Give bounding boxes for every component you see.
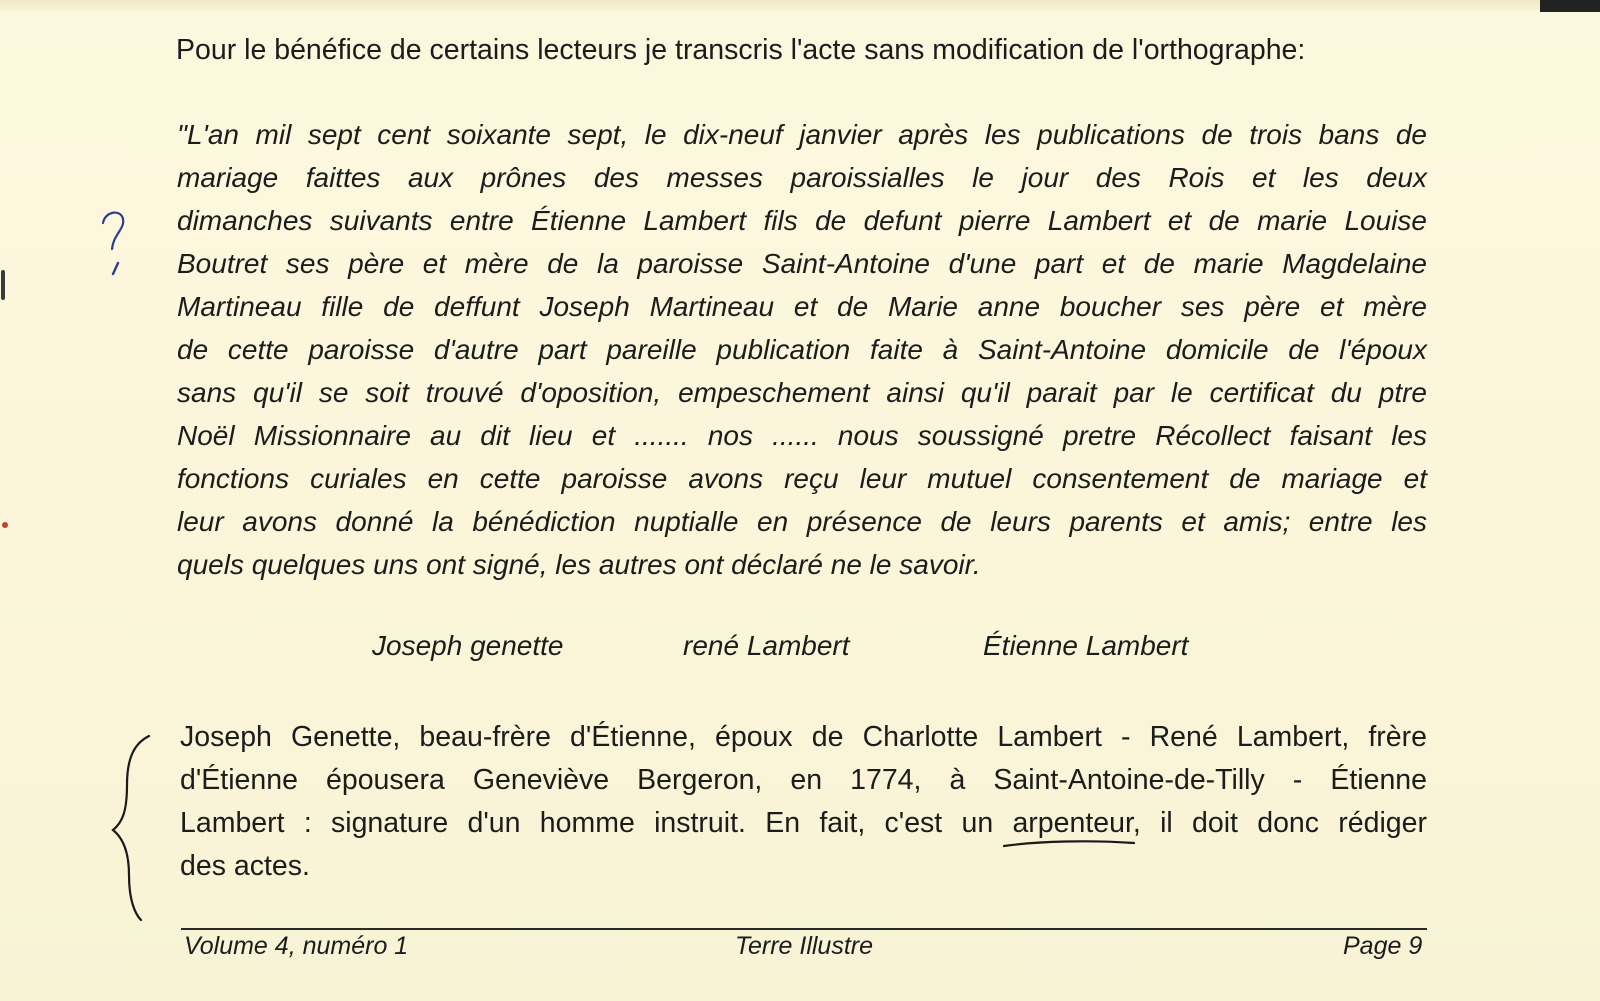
handwritten-brace-icon [105,730,155,925]
quote-line: dimanches suivants entre Étienne Lambert fils de defunt pierre Lambert et de marie Louise [177,205,1427,236]
quote-line: mariage faittes aux prônes des messes paroissialles le jour des Rois et les deux [177,162,1427,193]
note-line: des actes. [180,850,310,882]
quoted-act [177,113,1427,586]
note-line: Lambert : signature d'un homme instruit. En fait, c'est un arpenteur, il doit donc rédiger [180,807,1427,839]
handwritten-underline-icon [1000,836,1140,852]
quote-line: quels quelques uns ont signé, les autres ont déclaré ne le savoir. [177,549,981,580]
note-line: Joseph Genette, beau-frère d'Étienne, époux de Charlotte Lambert - René Lambert, frère [180,721,1427,753]
footer-page-number: Page 9 [1343,932,1423,960]
quote-line: Noël Missionnaire au dit lieu et ....... nos ...... nous soussigné pretre Récollect faisant les [177,420,1427,451]
quote-line: Boutret ses père et mère de la paroisse Saint-Antoine d'une part et de marie Magdelaine [177,248,1427,279]
intro-paragraph: Pour le bénéfice de certains lecteurs je transcris l'acte sans modification de l'orthographe: [176,34,1306,66]
signature-joseph-genette: Joseph genette [372,630,564,661]
edge-mark [2,522,8,528]
quote-line: Martineau fille de deffunt Joseph Martineau et de Marie anne boucher ses père et mère [177,291,1427,322]
quote-line: fonctions curiales en cette paroisse avons reçu leur mutuel consentement de mariage et [177,463,1427,494]
note-line: d'Étienne épousera Geneviève Bergeron, en 1774, à Saint-Antoine-de-Tilly - Étienne [180,764,1427,796]
signature-rene-lambert: rené Lambert [683,630,850,661]
footer-title: Terre Illustre [735,932,874,960]
commentary-paragraph [180,716,1427,888]
signature-etienne-lambert: Étienne Lambert [983,630,1189,661]
handwritten-question-mark-icon [95,205,135,285]
footer-volume: Volume 4, numéro 1 [184,932,409,960]
quote-line: leur avons donné la bénédiction nuptialle en présence de leurs parents et amis; entre les [177,506,1427,537]
quote-line: sans qu'il se soit trouvé d'oposition, empeschement ainsi qu'il parait par le certificat du ptre [177,377,1427,408]
page-top-edge [0,0,1600,10]
quote-line: "L'an mil sept cent soixante sept, le dix-neuf janvier après les publications de trois bans de [177,119,1427,150]
quote-line: de cette paroisse d'autre part pareille publication faite à Saint-Antoine domicile de l'époux [177,334,1427,365]
edge-mark [1,270,5,300]
scan-edge-shadow [1540,0,1600,12]
